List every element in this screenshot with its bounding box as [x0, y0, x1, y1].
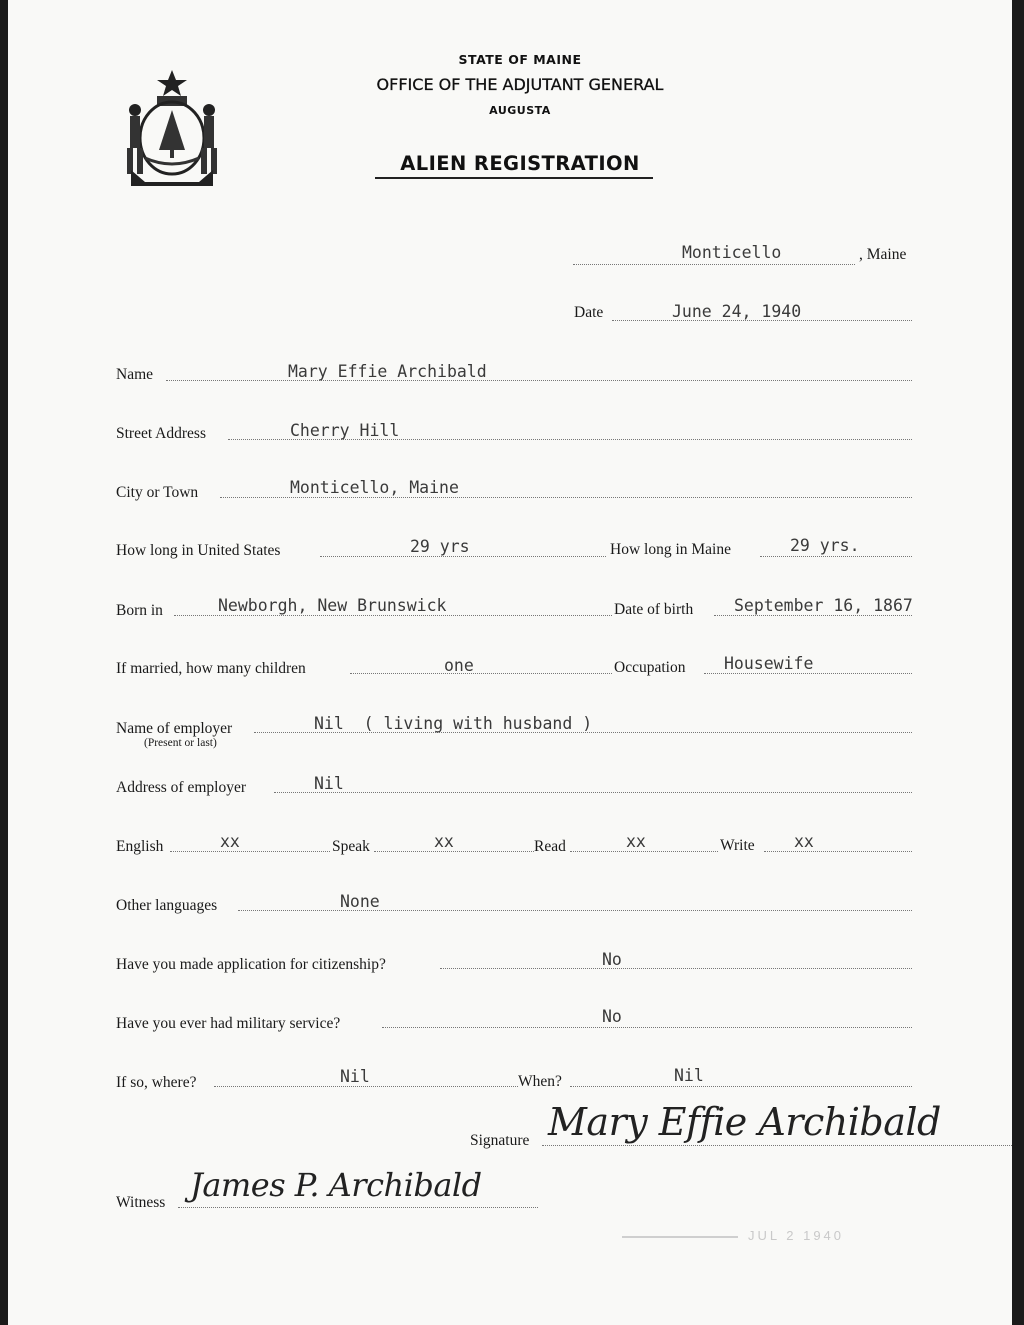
speak-value: xx	[434, 832, 454, 851]
name-line	[166, 380, 912, 381]
place-value: Monticello	[682, 243, 782, 262]
us-duration-label: How long in United States	[116, 542, 281, 559]
read-label: Read	[534, 838, 566, 855]
read-line	[570, 851, 718, 852]
signature-label: Signature	[470, 1132, 530, 1149]
military-label: Have you ever had military service?	[116, 1015, 341, 1032]
dob-label: Date of birth	[614, 601, 694, 618]
where-label: If so, where?	[116, 1074, 197, 1091]
city-value: Monticello, Maine	[290, 478, 459, 497]
other-languages-value: None	[340, 892, 380, 911]
title-underline	[375, 177, 653, 179]
us-duration-line	[320, 556, 606, 557]
us-duration-value: 29 yrs	[410, 537, 470, 556]
employer-address-line	[274, 792, 912, 793]
born-in-value: Newborgh, New Brunswick	[218, 596, 447, 615]
place-line	[573, 264, 855, 265]
where-line	[214, 1086, 518, 1087]
read-value: xx	[626, 832, 646, 851]
citizenship-label: Have you made application for citizenship?	[116, 956, 386, 973]
when-line	[570, 1086, 912, 1087]
signature-line	[542, 1145, 1012, 1146]
born-in-label: Born in	[116, 602, 163, 619]
english-line	[170, 851, 330, 852]
street-value: Cherry Hill	[290, 421, 400, 440]
write-value: xx	[794, 832, 814, 851]
date-value: June 24, 1940	[672, 302, 802, 321]
employer-address-label: Address of employer	[116, 779, 246, 796]
maine-duration-value: 29 yrs.	[790, 536, 860, 555]
office-heading: OFFICE OF THE ADJUTANT GENERAL	[376, 75, 664, 94]
write-line	[764, 851, 912, 852]
date-label: Date	[574, 304, 604, 321]
dob-line	[714, 615, 912, 616]
signature-value: Mary Effie Archibald	[548, 1100, 941, 1144]
name-value: Mary Effie Archibald	[288, 362, 487, 381]
citizenship-value: No	[602, 950, 622, 969]
form-page	[8, 0, 1012, 1325]
children-label: If married, how many children	[116, 660, 306, 677]
street-label: Street Address	[116, 425, 206, 442]
state-heading: STATE OF MAINE	[458, 52, 582, 67]
military-line	[382, 1027, 912, 1028]
city-line	[220, 497, 912, 498]
born-in-line	[174, 615, 612, 616]
received-stamp: JUL 2 1940	[748, 1228, 845, 1243]
military-value: No	[602, 1007, 622, 1026]
children-line	[350, 673, 612, 674]
speak-label: Speak	[332, 838, 370, 855]
employer-value: Nil ( living with husband )	[314, 714, 593, 733]
name-label: Name	[116, 366, 154, 383]
witness-line	[178, 1207, 538, 1208]
citizenship-line	[440, 968, 912, 969]
when-value: Nil	[674, 1066, 704, 1085]
witness-label: Witness	[116, 1194, 166, 1211]
employer-address-value: Nil	[314, 774, 344, 793]
place-suffix: , Maine	[859, 246, 907, 263]
english-label: English	[116, 838, 164, 855]
employer-sublabel: (Present or last)	[144, 737, 217, 749]
city-heading: AUGUSTA	[489, 104, 551, 117]
occupation-value: Housewife	[724, 654, 814, 673]
occupation-line	[704, 673, 912, 674]
form-title: ALIEN REGISTRATION	[400, 152, 640, 175]
maine-duration-label: How long in Maine	[610, 541, 731, 558]
city-label: City or Town	[116, 484, 199, 501]
stamp-mark	[622, 1236, 738, 1238]
maine-duration-line	[760, 556, 912, 557]
children-value: one	[444, 656, 474, 675]
other-languages-label: Other languages	[116, 897, 218, 914]
where-value: Nil	[340, 1067, 370, 1086]
when-label: When?	[518, 1073, 562, 1090]
english-value: xx	[220, 832, 240, 851]
dob-value: September 16, 1867	[734, 596, 913, 615]
witness-value: James P. Archibald	[190, 1166, 482, 1204]
write-label: Write	[720, 837, 755, 854]
occupation-label: Occupation	[614, 659, 686, 676]
employer-label: Name of employer	[116, 720, 233, 737]
speak-line	[374, 851, 534, 852]
